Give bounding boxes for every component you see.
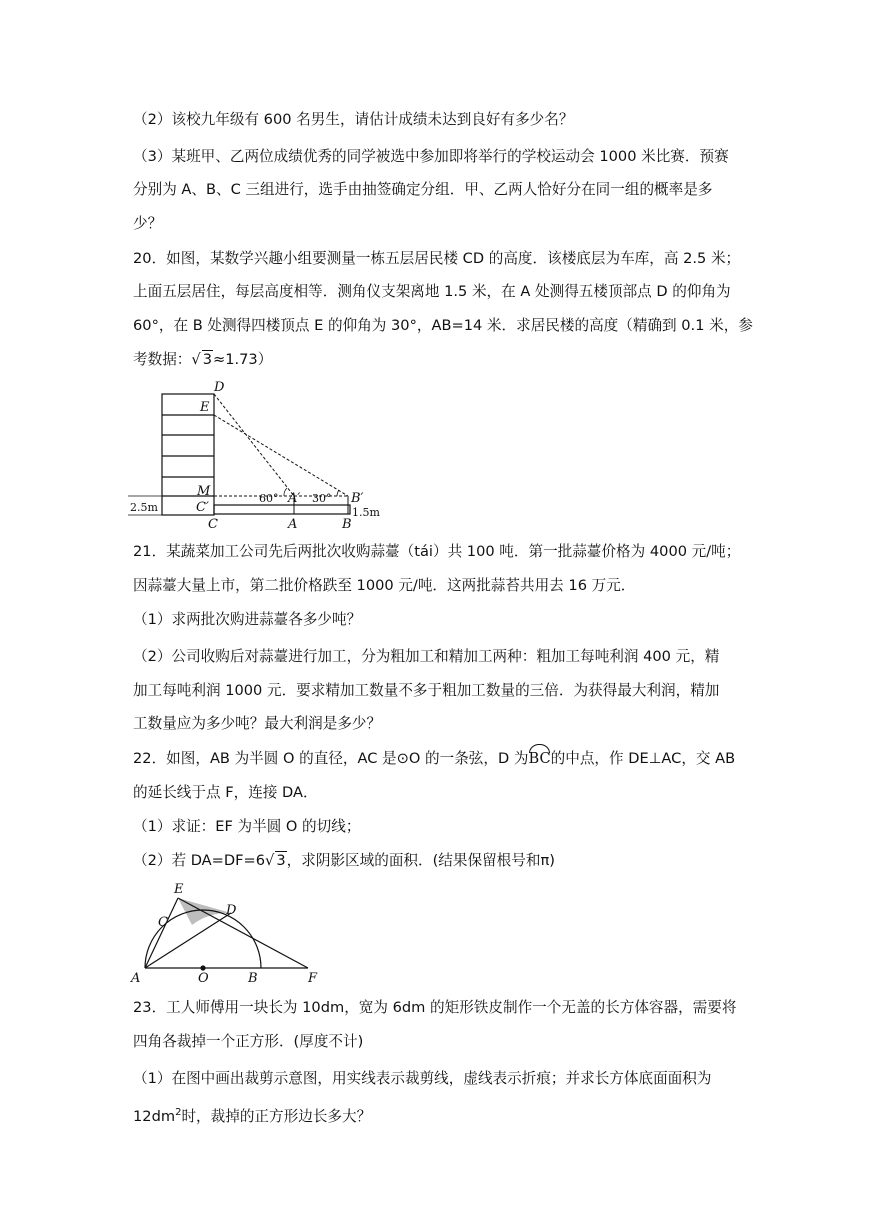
q22-line1 (133, 749, 743, 769)
label-2-5m: 2.5m (130, 501, 158, 514)
q22-text-b: 的中点，作 DE⊥AC，交 AB (550, 750, 736, 767)
q22-line2: 的延长线于点 F，连接 DA． (133, 784, 318, 801)
q21-line2: 因蒜薹大量上市，第二批价格跌至 1000 元/吨．这两批蒜苔共用去 16 万元． (133, 577, 636, 594)
q21-part1: （1）求两批次购进蒜薹各多少吨？ (133, 611, 362, 628)
semicircle-diagram (128, 878, 328, 986)
angle-arc-60 (284, 488, 287, 496)
q21-part2-line3: 工数量应为多少吨？最大利润是多少？ (133, 715, 382, 732)
label-M: M (197, 484, 211, 499)
label-Cprime: C′ (196, 500, 209, 515)
label-O: O (198, 971, 209, 986)
ref-suffix: ≈1.73） (213, 351, 273, 368)
q22-text-a: 22．如图，AB 为半圆 O 的直径，AC 是⊙O 的一条弦，D 为 (133, 750, 529, 767)
label-D: D (226, 903, 237, 918)
label-C: C (208, 517, 218, 530)
label-B: B (342, 517, 352, 530)
q23-part1-line2 (133, 1103, 743, 1127)
center-dot (200, 965, 205, 970)
label-1-5m: 1.5m (352, 506, 380, 519)
label-E: E (200, 400, 210, 415)
q19-part2: （2）该校九年级有 600 名男生，请估计成绩未达到良好有多少名？ (133, 111, 574, 128)
q20-line4 (133, 350, 743, 370)
arc-BC: BC (528, 750, 551, 767)
sight-line-e (214, 415, 348, 496)
label-B: B (248, 971, 258, 986)
q20-line1: 20．如图，某数学兴趣小组要测量一栋五层居民楼 CD 的高度．该楼底层为车库，高 2.5 米； (133, 250, 741, 267)
q21-line1: 21．某蔬菜加工公司先后两批次收购蒜薹（tái）共 100 吨．第一批蒜薹价格为 4000 元/吨； (133, 543, 741, 560)
label-Bprime: B′ (351, 491, 364, 506)
q23-line1: 23．工人师傅用一块长为 10dm，宽为 6dm 的矩形铁皮制作一个无盖的长方体容器，需要将 (133, 999, 737, 1016)
q19-part3-line3: 少？ (133, 215, 163, 232)
q21-part2-line2: 加工每吨利润 1000 元．要求精加工数量不多于粗加工数量的三倍．为获得最大利润，精加 (133, 682, 720, 699)
label-Aprime: A′ (288, 491, 301, 506)
q19-part3-line1: （3）某班甲、乙两位成绩优秀的同学被选中参加即将举行的学校运动会 1000 米比赛．预赛 (133, 148, 729, 165)
area-value: 12dm (133, 1107, 176, 1125)
building-diagram (128, 378, 388, 530)
q19-part3-line2: 分别为 A、B、C 三组进行，选手由抽签确定分组．甲、乙两人恰好分在同一组的概率是多 (133, 181, 713, 198)
q23-part1-rest: 时，裁掉的正方形边长多大？ (181, 1107, 372, 1125)
sqrt3: √ 3 (265, 852, 286, 869)
sqrt3: √ 3 (191, 351, 212, 368)
area-exponent: 2 (175, 1107, 182, 1118)
ground-base (214, 505, 350, 514)
q23-line2: 四角各裁掉一个正方形．(厚度不计) (133, 1033, 364, 1050)
q21-part2-line1: （2）公司收购后对蒜薹进行加工，分为粗加工和精加工两种：粗加工每吨利润 400 元，精 (133, 648, 720, 665)
q20-line2: 上面五层居住，每层高度相等．测角仪支架离地 1.5 米，在 A 处测得五楼顶部点 D 的仰角为 (133, 283, 731, 300)
label-E: E (174, 882, 184, 897)
ref-prefix: 考数据： (133, 351, 192, 368)
line-EF (178, 898, 308, 968)
label-angle-60: 60° (259, 492, 279, 505)
label-C: C (158, 915, 168, 930)
label-angle-30: 30° (312, 492, 332, 505)
q23-part1-line1: （1）在图中画出裁剪示意图，用实线表示裁剪线，虚线表示折痕；并求长方体底面面积为 (133, 1070, 712, 1087)
q22-part2 (133, 851, 743, 871)
label-A: A (288, 517, 298, 530)
label-F: F (308, 971, 318, 986)
q22-part2-a: （2）若 DA=DF=6 (133, 852, 266, 869)
label-D: D (214, 380, 225, 395)
label-A: A (131, 971, 141, 986)
sight-line-d (214, 394, 294, 496)
angle-arc-30 (337, 490, 339, 496)
q22-part2-b: ，求阴影区域的面积．(结果保留根号和π) (286, 852, 555, 869)
q22-part1: （1）求证：EF 为半圆 O 的切线； (133, 818, 361, 835)
q20-line3: 60°，在 B 处测得四楼顶点 E 的仰角为 30°，AB=14 米．求居民楼的高度（精确到 0.1 米，参 (133, 317, 753, 334)
